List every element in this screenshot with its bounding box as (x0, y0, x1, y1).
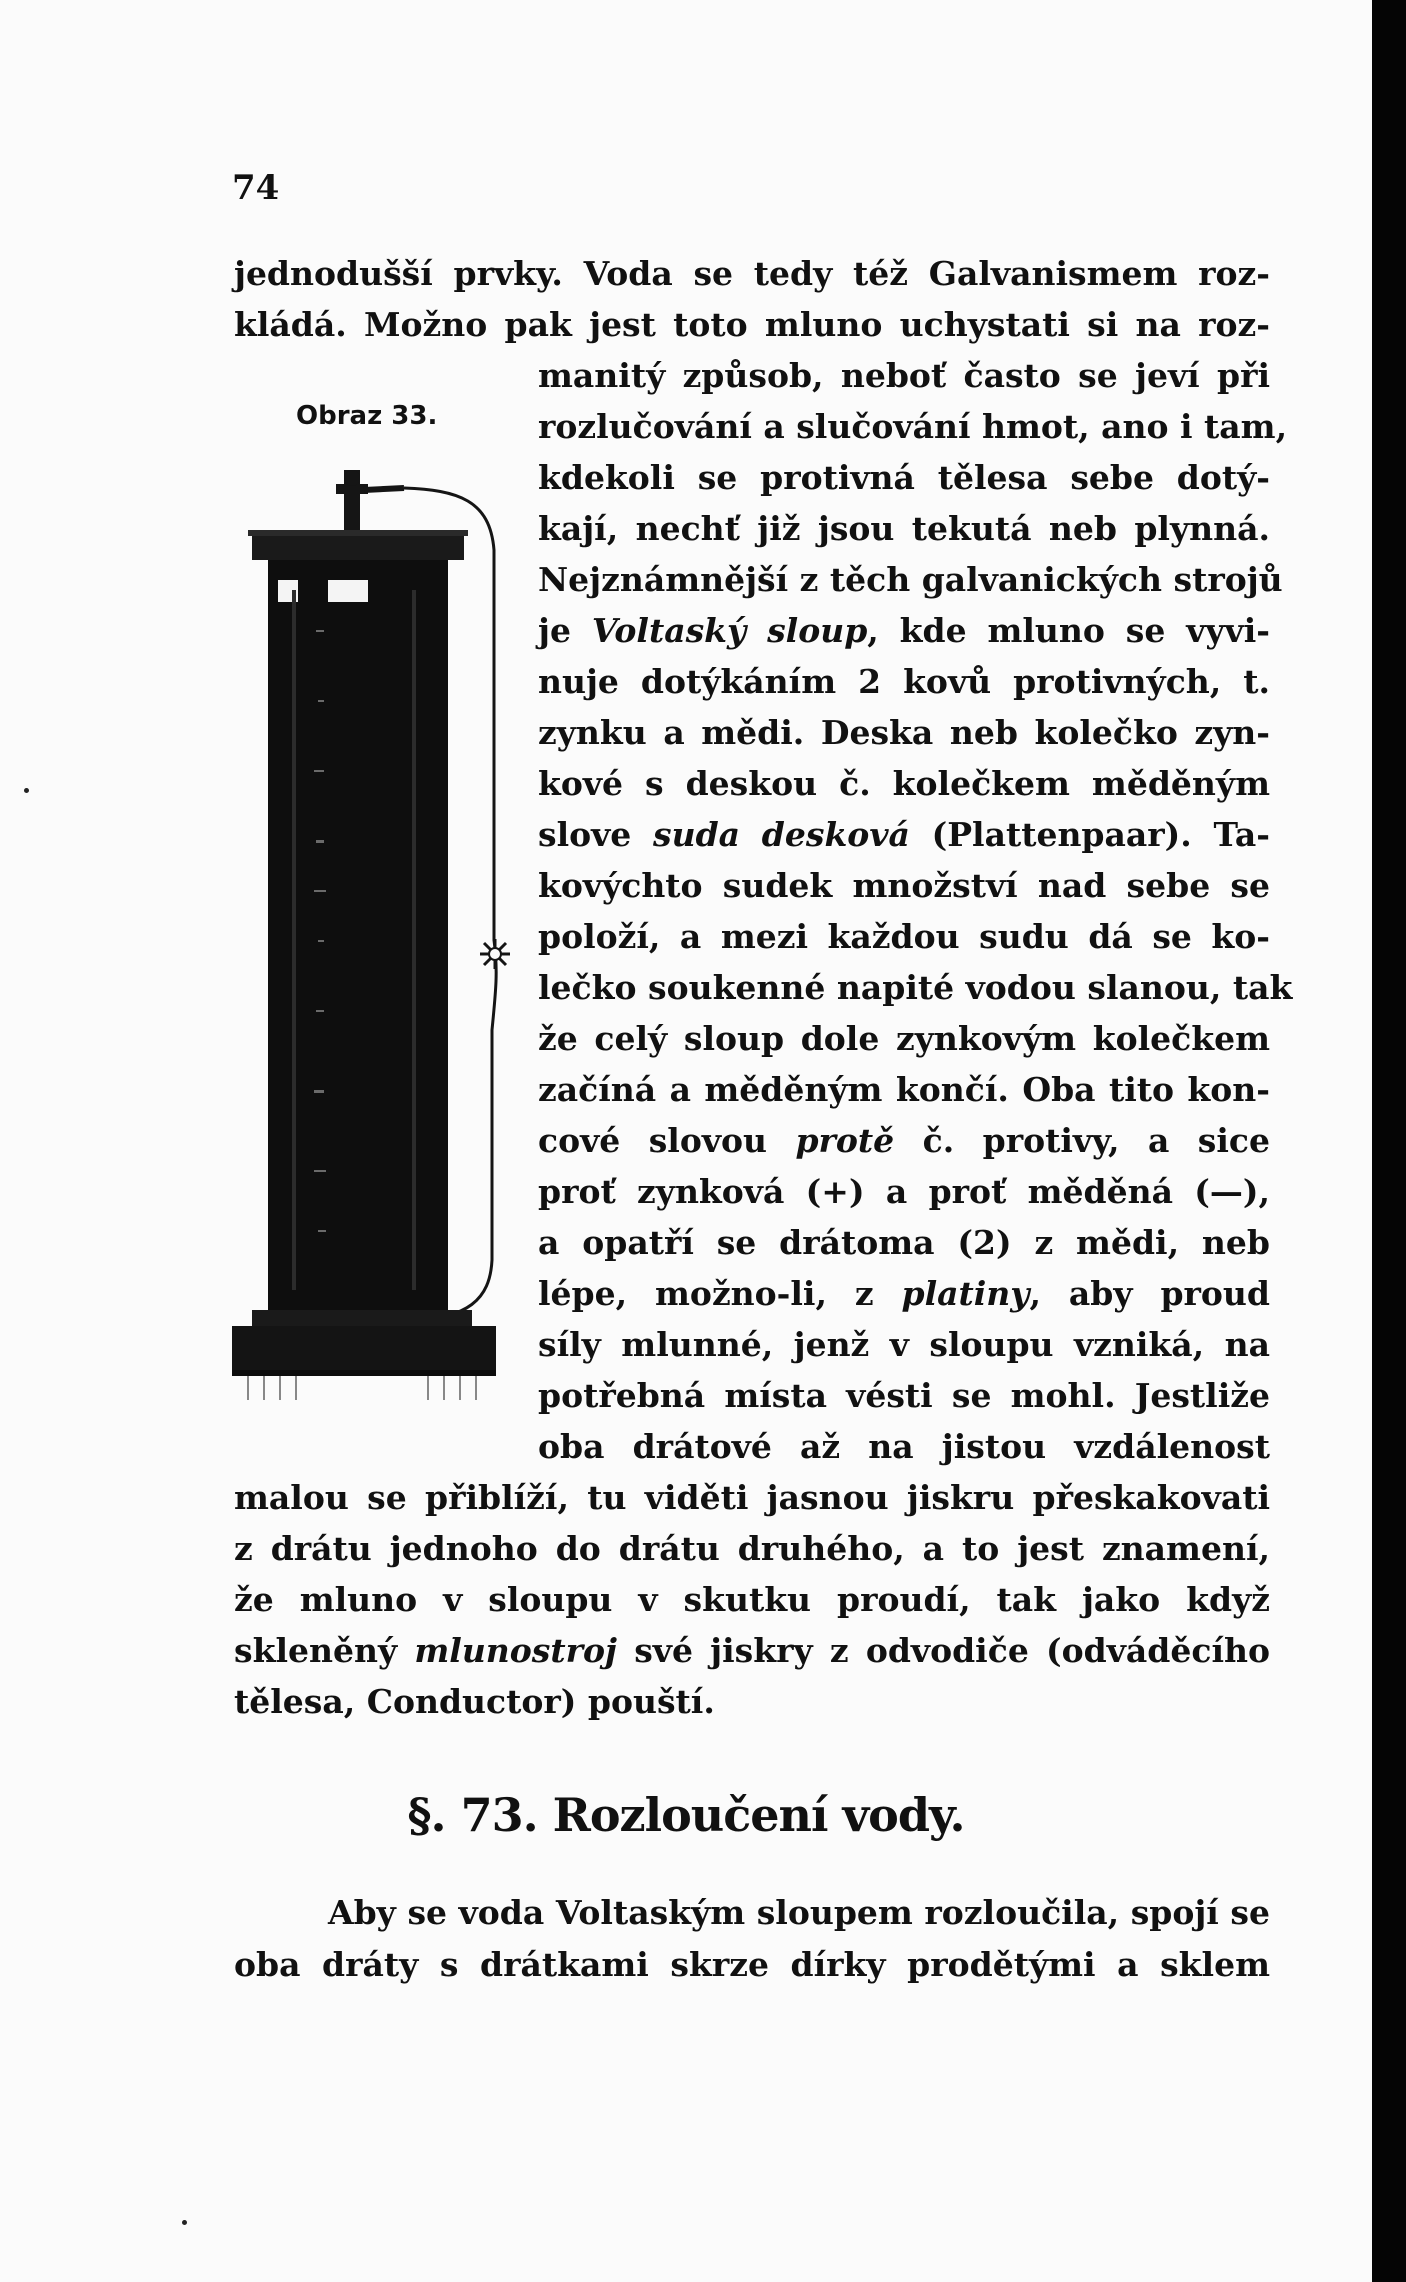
text-segment: č. protivy, a sice (894, 1121, 1270, 1160)
text-segment: kají, nechť již jsou tekutá neb plynná. (538, 509, 1270, 548)
text-segment: slove (538, 815, 654, 854)
text-segment: jednodušší prvky. Voda se tedy též Galvanismem roz- (234, 254, 1270, 293)
text-segment: manitý způsob, neboť často se jeví při (538, 356, 1270, 395)
text-segment: potřebná místa vésti se mohl. Jestliže (538, 1376, 1270, 1415)
text-line (538, 356, 1270, 396)
text-segment: cové slovou (538, 1121, 796, 1160)
text-line (234, 1682, 1270, 1722)
text-segment: nuje dotýkáním 2 kovů protivných, t. (538, 662, 1270, 701)
emphasis-term: suda desková (653, 815, 910, 854)
text-line (538, 968, 1293, 1008)
text-line (538, 866, 1270, 906)
text-segment: položí, a mezi každou sudu dá se ko- (538, 917, 1270, 956)
specks (24, 788, 29, 793)
text-line (538, 509, 1270, 549)
voltaic-pile-illustration (228, 470, 518, 1410)
emphasis-term: platiny (901, 1274, 1030, 1313)
section-heading: §. 73. Rozloučení vody. (407, 1788, 965, 1842)
text-segment: že celý sloup dole zynkovým kolečkem (538, 1019, 1270, 1058)
page-number: 74 (232, 168, 280, 208)
text-line (538, 458, 1270, 498)
text-line (538, 407, 1288, 447)
text-segment: začíná a měděným končí. Oba tito kon- (538, 1070, 1270, 1109)
text-line (234, 1529, 1270, 1569)
text-segment: a opatří se drátoma (2) z mědi, neb (538, 1223, 1270, 1262)
text-line (234, 1631, 1270, 1671)
text-line (234, 1580, 1270, 1620)
text-line (538, 917, 1270, 957)
text-line (328, 1893, 1270, 1933)
specks (182, 2220, 187, 2225)
text-segment: lépe, možno-li, z (538, 1274, 902, 1313)
text-line (538, 1376, 1270, 1416)
text-line (538, 611, 1270, 651)
text-line (234, 1945, 1270, 1985)
emphasis-term: protě (795, 1121, 895, 1160)
text-line (538, 1070, 1270, 1110)
text-segment: oba drátové až na jistou vzdálenost (538, 1427, 1270, 1466)
text-segment: , aby proud (1029, 1274, 1270, 1313)
text-line (538, 662, 1270, 702)
text-segment: síly mlunné, jenž v sloupu vzniká, na (538, 1325, 1270, 1364)
text-line (234, 254, 1270, 294)
text-segment: (Plattenpaar). Ta- (909, 815, 1270, 854)
text-line (538, 1019, 1270, 1059)
text-line (538, 1172, 1270, 1212)
text-line (538, 1223, 1270, 1263)
text-segment: kdekoli se protivná tělesa sebe dotý- (538, 458, 1270, 497)
text-line (538, 1274, 1270, 1314)
text-line (538, 1427, 1270, 1467)
figure-caption: Obraz 33. (296, 401, 438, 431)
text-segment: že mluno v sloupu v skutku proudí, tak jako když (234, 1580, 1270, 1619)
text-line (234, 1478, 1270, 1518)
emphasis-term: Voltaský sloup (591, 611, 868, 650)
text-segment: rozlučování a slučování hmot, ano i tam, (538, 407, 1288, 446)
scan-edge (1372, 0, 1406, 2282)
text-segment: skleněný (234, 1631, 415, 1670)
text-segment: kovýchto sudek množství nad sebe se (538, 866, 1270, 905)
emphasis-term: mlunostroj (414, 1631, 617, 1670)
text-segment: malou se přiblíží, tu viděti jasnou jiskru přeskakovati (234, 1478, 1270, 1517)
text-line (538, 815, 1270, 855)
text-segment: Nejznámnější z těch galvanických strojů (538, 560, 1283, 599)
text-line (538, 764, 1270, 804)
text-line (538, 560, 1283, 600)
text-line (234, 305, 1270, 345)
text-segment: zynku a mědi. Deska neb kolečko zyn- (538, 713, 1270, 752)
text-segment: , kde mluno se vyvi- (867, 611, 1270, 650)
text-line (538, 1325, 1270, 1365)
text-segment: kládá. Možno pak jest toto mluno uchystati si na roz- (234, 305, 1270, 344)
text-segment: své jiskry z odvodiče (odváděcího (616, 1631, 1270, 1670)
text-segment: oba dráty s drátkami skrze dírky prodětými a sklem (234, 1945, 1270, 1984)
text-segment: z drátu jednoho do drátu druhého, a to jest znamení, (234, 1529, 1270, 1568)
text-segment: kové s deskou č. kolečkem měděným (538, 764, 1270, 803)
text-segment: tělesa, Conductor) pouští. (234, 1682, 715, 1721)
text-line (538, 1121, 1270, 1161)
text-line (538, 713, 1270, 753)
text-segment: Aby se voda Voltaským sloupem rozloučila, spojí se (328, 1893, 1270, 1932)
text-segment: lečko soukenné napité vodou slanou, tak (538, 968, 1293, 1007)
text-segment: je (538, 611, 592, 650)
text-segment: proť zynková (+) a proť měděná (—), (538, 1172, 1270, 1211)
